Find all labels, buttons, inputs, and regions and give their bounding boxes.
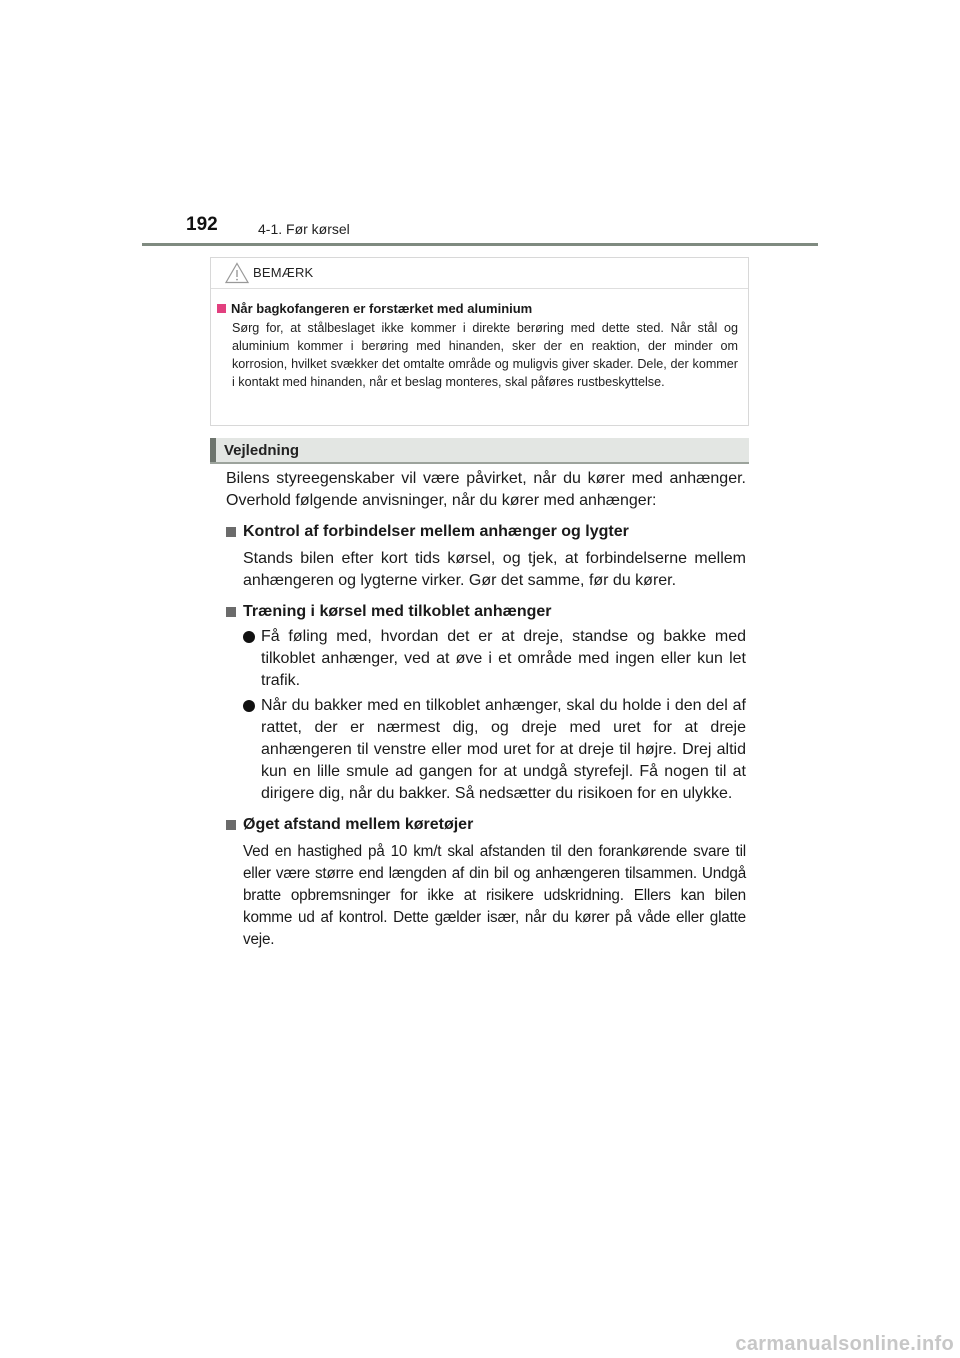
notice-title: BEMÆRK (253, 265, 314, 280)
bullet-text: Når du bakker med en tilkoblet anhænger, skal du holde i den del af rattet, der er nærmest dig, og dreje med uret for at dreje anhængeren til venstre eller mod uret for at dreje til højre. Drej altid kun en lille smule ad gangen for at undgå styrefejl. Få nogen til at dirigere dig, når du bakker. Så nedsætter du risikoen for en ulykke. (261, 697, 746, 802)
pink-square-icon (217, 304, 226, 313)
subheading-distance (226, 814, 746, 836)
square-bullet-icon (226, 820, 236, 830)
chapter-title: 4-1. Før kørsel (258, 221, 350, 237)
notice-subheading-text: Når bagkofangeren er forstærket med aluminium (231, 301, 533, 316)
notice-body (211, 289, 748, 391)
page-number: 192 (186, 214, 218, 235)
bullet-item (243, 626, 746, 692)
subheading-connections (226, 521, 746, 543)
subheading-text: Øget afstand mellem køretøjer (243, 816, 474, 833)
subheading-text: Træning i kørsel med tilkoblet anhænger (243, 603, 552, 620)
section-bar-accent (210, 438, 216, 462)
section-content (226, 468, 746, 951)
subheading-training (226, 601, 746, 623)
section-header-bar (210, 438, 749, 464)
square-bullet-icon (226, 527, 236, 537)
paragraph-distance: Ved en hastighed på 10 km/t skal afstanden til den forankørende svare til eller være større end længden af din bil og anhængeren tilsammen. Undgå bratte opbremsninger for ikke at risikere udskridning. Ellers kan bilen komme ud af kontrol. Dette gælder især, når du kører på våde eller glatte veje. (243, 843, 746, 948)
section-intro: Bilens styreegenskaber vil være påvirket, når du kører med anhænger. Overhold følgende anvisninger, når du kører med anhænger: (226, 470, 746, 509)
subheading-text: Kontrol af forbindelser mellem anhænger og lygter (243, 523, 629, 540)
square-bullet-icon (226, 607, 236, 617)
section-title: Vejledning (224, 442, 300, 459)
watermark: carmanualsonline.info (735, 1333, 954, 1355)
header-rule (142, 243, 818, 246)
round-bullet-icon (243, 631, 255, 643)
notice-box (210, 257, 749, 426)
round-bullet-icon (243, 700, 255, 712)
paragraph-connections: Stands bilen efter kort tids kørsel, og tjek, at forbindelserne mellem anhængeren og lygterne virker. Gør det samme, før du kører. (243, 550, 746, 589)
bullet-item (243, 695, 746, 805)
notice-subheading (217, 301, 738, 316)
notice-header (211, 258, 748, 289)
bullet-text: Få føling med, hvordan det er at dreje, standse og bakke med tilkoblet anhænger, ved at øve i et område med ingen eller kun let trafik. (261, 628, 746, 689)
notice-text: Sørg for, at stålbeslaget ikke kommer i direkte berøring med dette sted. Når stål og aluminium kommer i berøring med hinanden, sker der en reaktion, der minder om korrosion, hvilket svækker det omtalte område og muligvis giver skader. Dele, der kommer i kontakt med hinanden, når et beslag monteres, skal påføres rustbeskyttelse. (232, 321, 738, 389)
warning-triangle-icon (225, 262, 249, 284)
